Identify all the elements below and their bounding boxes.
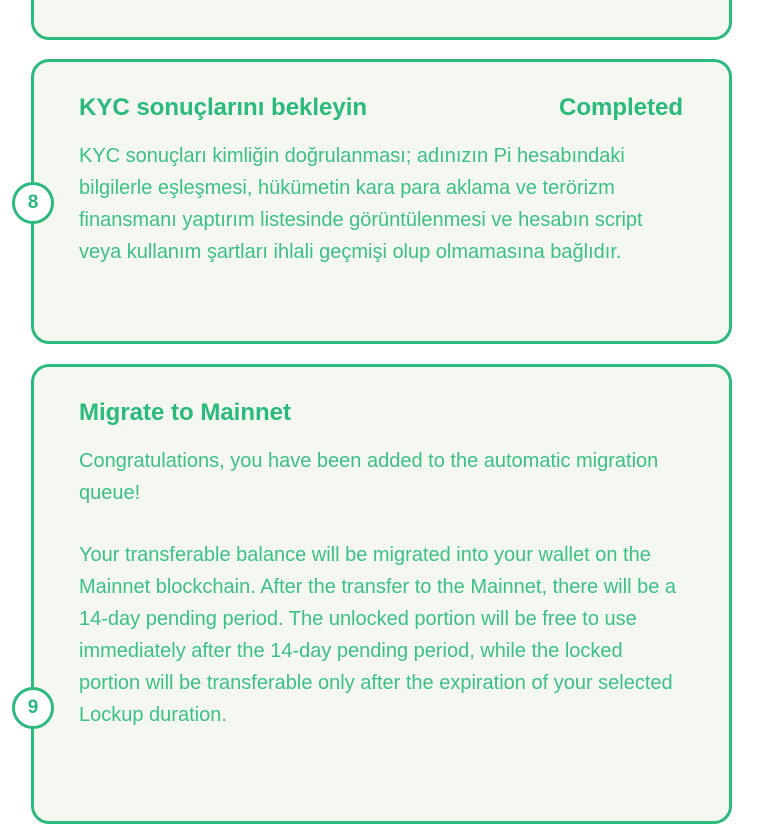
status-badge: Completed bbox=[558, 94, 683, 121]
step-description: KYC sonuçları kimliğin doğrulanması; adınızın Pi hesabındaki bilgilerle eşleşmesi, hükümetin kara para aklama ve terörizm finansmanı yaptırım listesinde görüntülenmesi ve hesabın script veya kullanım şartları ihlali geçmişi olup olmamasına bağlıdır. bbox=[79, 145, 643, 263]
step-number-badge: 9 bbox=[12, 687, 54, 729]
migration-info-text: Your transferable balance will be migrated into your wallet on the Mainnet blockchain. After the transfer to the Mainnet, there will be a 14-day pending period. The unlocked portion will be free to use immediately after the 14-day pending period, while the locked portion will be transferable only after the expiration of your selected Lockup duration. bbox=[79, 544, 676, 726]
previous-step-card bbox=[31, 0, 732, 40]
congratulations-text: Congratulations, you have been added to the automatic migration queue! bbox=[79, 450, 659, 504]
step-number-badge: 8 bbox=[12, 182, 54, 224]
step-card-migrate-mainnet bbox=[31, 364, 732, 824]
step-card-kyc-results bbox=[31, 59, 732, 344]
step-title: KYC sonuçlarını bekleyin bbox=[79, 94, 368, 121]
step-description bbox=[79, 445, 689, 761]
step-title: Migrate to Mainnet bbox=[79, 399, 292, 426]
